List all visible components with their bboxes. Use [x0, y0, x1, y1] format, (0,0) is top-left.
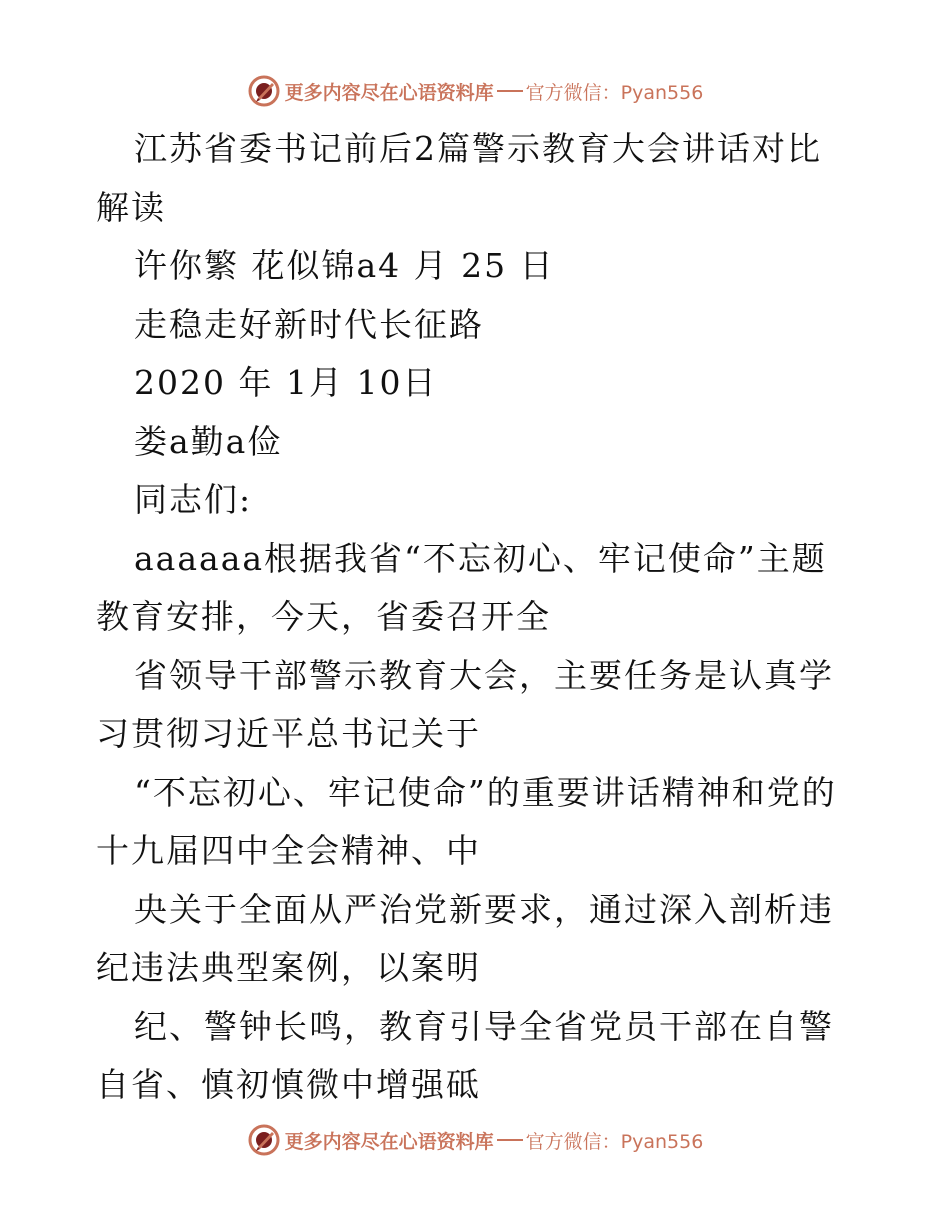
pen-logo-icon: [247, 1123, 281, 1157]
banner-text: 更多内容尽在心语资料库: [284, 81, 494, 104]
paragraph: aaaaaa根据我省“不忘初心、牢记使命”主题教育安排，今天，省委召开全: [96, 538, 827, 636]
paragraph: 纪、警钟长鸣，教育引导全省党员干部在自警自省、慎初慎微中增强砥: [96, 1006, 834, 1104]
banner-dash: [497, 1139, 523, 1141]
paragraph: 央关于全面从严治党新要求，通过深入剖析违纪违法典型案例，以案明: [96, 889, 834, 987]
footer-banner: [0, 1120, 950, 1160]
banner-wechat: 官方微信：Pyan556: [525, 81, 704, 104]
pen-logo-icon: [247, 74, 281, 108]
paragraph: 省领导干部警示教育大会，主要任务是认真学习贯彻习近平总书记关于: [96, 655, 834, 753]
greeting: 同志们:: [134, 480, 253, 519]
document-subtitle: 走稳走好新时代长征路: [134, 304, 484, 344]
banner-wechat: 官方微信：Pyan556: [525, 1130, 704, 1153]
header-banner: [0, 71, 950, 111]
document-title: 江苏省委书记前后2篇警示教育大会讲话对比解读: [96, 129, 822, 227]
paragraph: “不忘初心、牢记使命”的重要讲话精神和党的十九届四中全会精神、中: [96, 772, 837, 870]
banner-dash: [497, 90, 523, 92]
author-line: 许你繁 花似锦a4 月 25 日: [134, 246, 555, 285]
document-date: 2020 年 1月 10日: [134, 363, 438, 402]
document-body: [96, 120, 856, 1115]
document-motto: 娄a勤a俭: [134, 421, 283, 461]
banner-text: 更多内容尽在心语资料库: [284, 1130, 494, 1153]
